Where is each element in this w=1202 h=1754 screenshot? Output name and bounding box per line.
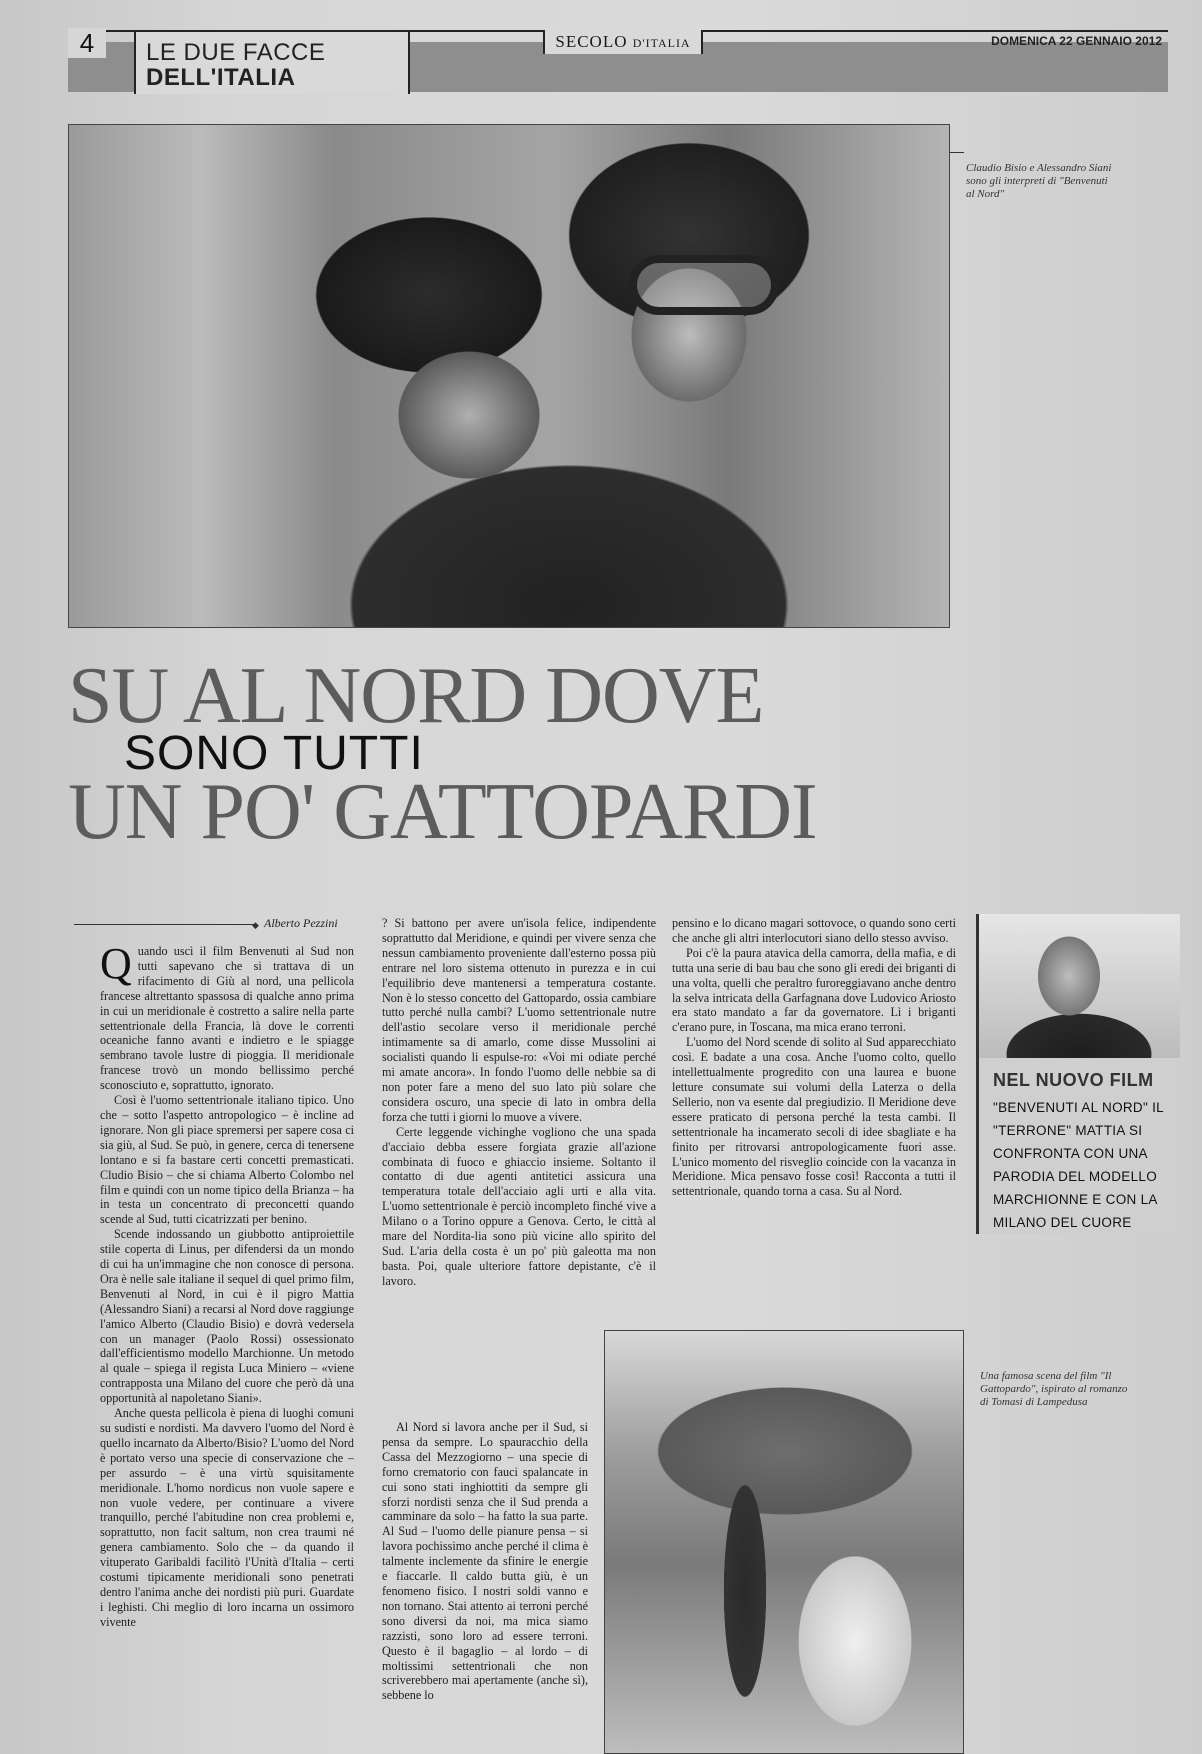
headline-line2: SONO TUTTI [124, 727, 424, 780]
headline [68, 652, 948, 856]
masthead-small: D'ITALIA [632, 36, 691, 50]
sidebar-box [976, 914, 1180, 1234]
goggles-shape [629, 255, 779, 315]
drop-cap: Q [100, 944, 132, 988]
masthead [543, 30, 703, 54]
article-paragraph: ? Si battono per avere un'isola felice, indipendente soprattutto dal Meridione, e quindi per vivere senza che nessun cambiamento proveniente dall'esterno possa più entrare nel loro sistema ottenuto in purezza e in cui l'equilibrio deve mantenersi a temperatura costante. Non è lo stesso concetto del Gattopardo, ossia cambiare tutto perché nulla cambi? L'uomo settentrionale nutre dell'astio secolare verso il meridionale perché intimamente sa di amarlo, come disse Mussolini ai socialisti quando li espulse-ro: «Voi mi odiate perché mi amate ancora». In fondo l'uomo delle nebbie sa di non poter fare a meno del suo lato più solare che considera oscuro, una specie di lato in ombra della forza che tutti i giorni lo muove a vivere. [382, 916, 656, 1124]
article-paragraph: Scende indossando un giubbotto antiproiettile stile coperta di Linus, per difendersi da un mondo di cui ha un'immagine che non conosce di persona. Ora è nelle sale italiane il sequel di quel primo film, Benvenuti al Nord, in cui è il pigro Mattia (Alessandro Siani) a recarsi al Nord dove raggiunge l'amico Alberto (Claudio Bisio) e dovrà vedersela con un manager (Paolo Rossi) ossessionato dall'efficientismo modello Marchionne. Un metodo al quale – spiega il regista Luca Miniero – «viene contrapposta una Milano del cuore che però dà una opportunità al napoletano Siani». [100, 1227, 354, 1406]
headline-line1: SU AL NORD DOVE [68, 652, 764, 740]
main-photo [68, 124, 950, 628]
sidebar-title: NEL NUOVO FILM [993, 1070, 1154, 1090]
article-paragraph: Anche questa pellicola è piena di luoghi comuni su sudisti e nordisti. Ma davvero l'uomo del Nord è quello incarnato da Alberto/Bisio? L'uomo del Nord è portato verso una specie di conservazione che – per assurdo – è una virtù squisitamente meridionale. L'homo nordicus non vuole sapere e non vuole vedere, per continuare a vivere tranquillo, perché l'abitudine non crea problemi e, soprattutto, non facit saltum, non crea traumi né genera cambiamento. Solo che – da quando il vituperato Garibaldi facilitò l'Unità d'Italia – certi costumi tipicamente meridionali sono penetrati dentro l'anima anche dei nordisti più puri. Guardate i leghisti. Chi meglio di loro incarna un ossimoro vivente [100, 1406, 354, 1629]
second-photo [604, 1330, 964, 1754]
section-title-line2: DELL'ITALIA [146, 64, 296, 91]
article-paragraph: L'uomo del Nord scende di solito al Sud apparecchiato così. E badate a una cosa. Anche l'uomo colto, quello intellettualmente progredito con una laurea e buone letture consumate sui volumi della Laterza o della Sellerio, non va esente dal pregiudizio. Il Meridione deve essere praticato di persona perché la testa cambi. Il settentrionale ha incamerato secoli di idee sbagliate e ha finito per ritrovarsi antropologicamente fuori asse. L'unico momento del risveglio coincide con la vacanza in Meridione. Mica pensavo fosse così! Racconta a tutti il settentrionale, quando torna a casa. Su al Nord. [672, 1035, 956, 1199]
second-photo-caption: Una famosa scena del film "Il Gattopardo", ispirato al romanzo di Tomasi di Lampedusa [980, 1370, 1128, 1408]
sidebar-text: "BENVENUTI AL NORD" IL "TERRONE" MATTIA SI CONFRONTA CON UNA PARODIA DEL MODELLO MARCHIONNE E CON LA MILANO DEL CUORE [993, 1100, 1164, 1230]
main-photo-caption: Claudio Bisio e Alessandro Siani sono gli interpreti di "Benvenuti al Nord" [966, 162, 1112, 200]
article-column-1 [100, 944, 354, 1750]
article-paragraph: Poi c'è la paura atavica della camorra, della mafia, e di tutta una serie di bau bau che sono gli eredi dei briganti di una volta, quelli che peraltro furoreggiavano anche dentro la selva intricata della Garfagnana dove Ludovico Ariosto era stato mandato a far da governatore. Lì i briganti c'erano pure, in Toscana, ma mica erano terroni. [672, 945, 956, 1035]
page-number: 4 [68, 28, 106, 58]
diamond-icon: ◆ [252, 920, 259, 930]
article-paragraph: Certe leggende vichinghe vogliono che una spada d'acciaio debba essere forgiata grazie all'azione combinata di fuoco e ghiaccio insieme. Soltanto il contatto di due agenti antitetici assicura una temperatura totale dell'acciaio agli urti e alla vita. L'uomo settentrionale è perciò incompleto finché vive a Milano o a Torino oppure a Genova. Certo, le città al mare del Nordita-lia sono più vicine allo spirito del Sud. L'aria della costa è un po' più galeotta ma non basta. Poi, quale ulteriore fattore depistante, c'è il lavoro. [382, 1124, 656, 1288]
byline: Alberto Pezzini [264, 916, 338, 930]
article-paragraph [100, 944, 354, 1093]
article-paragraph: Al Nord si lavora anche per il Sud, si pensa da sempre. Lo spauracchio della Cassa del Mezzogiorno – una specie di forno crematorio con fauci spalancate in cui sono stati inghiottiti da sempre gli sforzi nordisti senza che il Sud prenda a camminare da solo – ha fatto la sua parte. Al Sud – l'uomo delle pianure pensa – si lavora pochissimo anche perché il clima è talmente inclemente da sfinire le energie e fiaccarle. Il caldo butta giù, è un fenomeno fisico. I nostri soldi vanno e non tornano. Stai attento ai terroni perché sono diversi da noi, ma mica siamo razzisti, sono loro ad essere terroni. Questo è il bagaglio – al lordo – di moltissimi settentrionali che non scriverebbero mai apertamente (anche sì), sebbene lo [382, 1420, 588, 1703]
article-paragraph: pensino e lo dicano magari sottovoce, o quando sono certi che anche gli altri interlocutori siano dello stesso avviso. [672, 916, 956, 945]
article-column-2-lower [382, 1420, 588, 1750]
section-title-line1: LE DUE FACCE [146, 39, 326, 66]
article-column-3 [672, 916, 956, 1296]
masthead-main: SECOLO [555, 32, 628, 51]
byline-rule [74, 924, 254, 925]
issue-date: DOMENICA 22 GENNAIO 2012 [991, 34, 1162, 48]
section-title [134, 32, 410, 94]
page-header [68, 28, 1168, 92]
sidebar-photo [979, 914, 1180, 1058]
paragraph-text: uando uscì il film Benvenuti al Sud non tutti sapevano che si trattava di un rifacimento di Giù al nord, una pellicola francese altrettanto spassosa di qualche anno prima in cui un meridionale è costretto a salire nella parte settentrionale della Francia, là dove le correnti oceaniche fanno avanti e indietro e le spiagge sembrano tavole lustre di pioggia. Il meridionale francese trovò un mondo bellissimo perché sconosciuto e, soprattutto, ignorato. [100, 944, 354, 1093]
article-paragraph: Così è l'uomo settentrionale italiano tipico. Uno che – sotto l'aspetto antropologico – è incline ad ignorare. Non gli piace spremersi per sapere cosa ci sia giù, al Sud. Se può, in genere, cerca di tenersene lontano e si fa bastare certi concetti premasticati. Cludio Bisio – che si chiama Alberto Colombo nel film e quindi con un nome tipico della Brianza – ha in testa un concentrato di preconcetti quando scende al Sud, tutti cicatrizzati per benino. [100, 1093, 354, 1227]
caption-rule [950, 152, 964, 153]
headline-line3: UN PO' GATTOPARDI [68, 768, 817, 856]
